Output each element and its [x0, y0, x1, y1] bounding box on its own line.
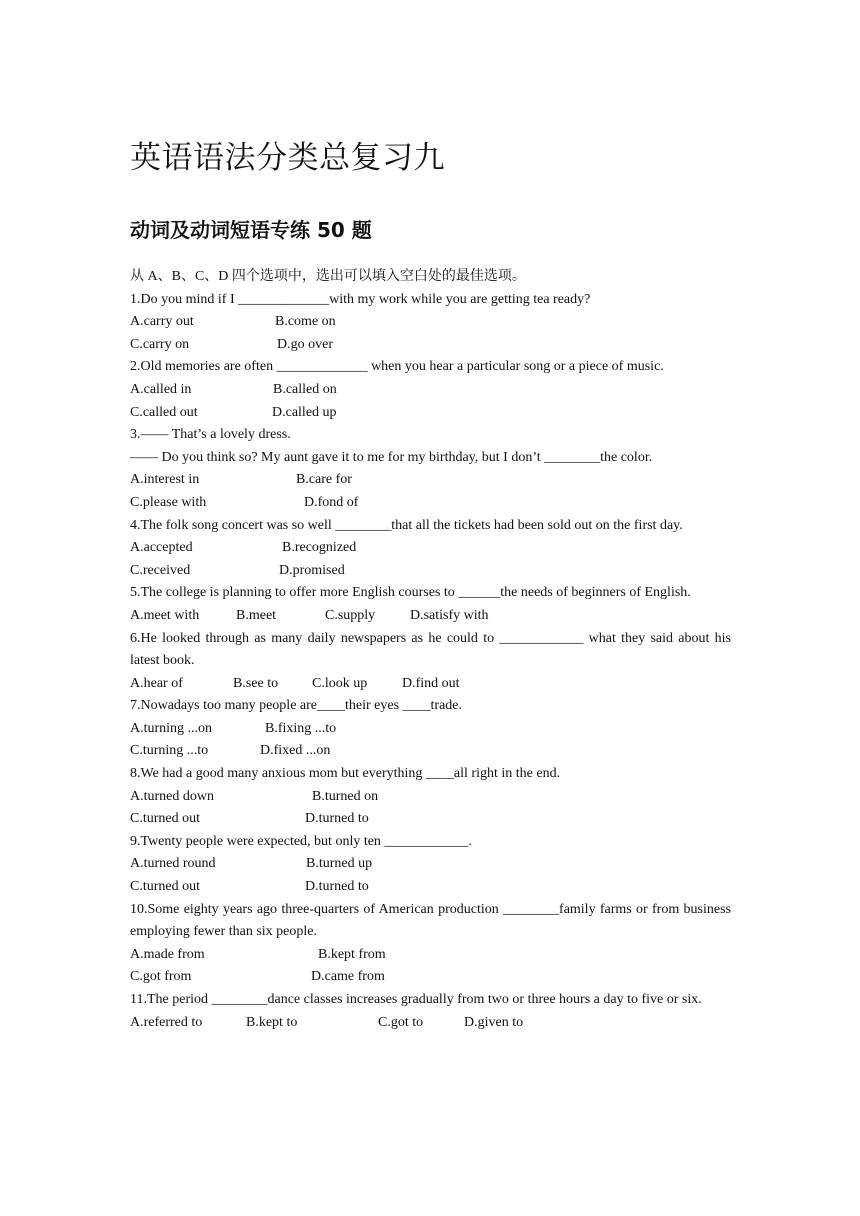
question-4	[130, 515, 731, 583]
question-5	[130, 582, 731, 627]
answer-option[interactable]: C.called out	[130, 404, 198, 420]
question-6	[130, 628, 731, 696]
question-8	[130, 763, 731, 831]
answer-option[interactable]: C.got from	[130, 969, 192, 985]
option-row	[130, 605, 731, 628]
option-row	[130, 740, 731, 763]
question-stem: 7.Nowadays too many people are____their eyes ____trade.	[130, 698, 463, 714]
answer-option[interactable]: A.turned round	[130, 856, 216, 872]
answer-option[interactable]: C.carry on	[130, 336, 190, 352]
question-10	[130, 899, 731, 989]
answer-option[interactable]: B.care for	[296, 472, 352, 488]
answer-option[interactable]: C.please with	[130, 494, 207, 510]
answer-option[interactable]: D.turned to	[305, 879, 369, 895]
option-row	[130, 1012, 731, 1035]
answer-option[interactable]: D.turned to	[305, 811, 369, 827]
answer-option[interactable]: A.made from	[130, 946, 205, 962]
option-row	[130, 560, 731, 583]
question-1	[130, 289, 731, 357]
answer-option[interactable]: D.came from	[311, 969, 385, 985]
question-stem: 4.The folk song concert was so well ________that all the tickets had been sold out on the first day.	[130, 517, 683, 533]
question-stem: 8.We had a good many anxious mom but everything ____all right in the end.	[130, 766, 561, 782]
document-content	[130, 138, 731, 1034]
answer-option[interactable]: A.referred to	[130, 1014, 203, 1030]
instruction-text: 从 A、B、C、D 四个选项中，选出可以填入空白处的最佳选项。	[130, 269, 526, 284]
question-stem: 10.Some eighty years ago three-quarters of American production ________family farms or from business employing fewer than six people.	[130, 901, 731, 940]
option-row	[130, 718, 731, 741]
answer-option[interactable]: A.meet with	[130, 607, 200, 623]
answer-option[interactable]: A.turned down	[130, 788, 214, 804]
answer-option[interactable]: B.kept to	[246, 1014, 298, 1030]
answer-option[interactable]: A.called in	[130, 381, 192, 397]
answer-option[interactable]: C.turned out	[130, 879, 200, 895]
option-row	[130, 402, 731, 425]
option-row	[130, 786, 731, 809]
answer-option[interactable]: C.turning ...to	[130, 743, 209, 759]
question-list	[130, 289, 731, 1035]
option-row	[130, 853, 731, 876]
question-9	[130, 831, 731, 899]
answer-option[interactable]: B.see to	[233, 675, 279, 691]
answer-option[interactable]: D.fixed ...on	[260, 743, 331, 759]
document-title: 英语语法分类总复习九	[130, 140, 445, 176]
question-stem: 2.Old memories are often _____________ when you hear a particular song or a piece of music.	[130, 359, 664, 375]
question-11	[130, 989, 731, 1034]
answer-option[interactable]: D.fond of	[304, 494, 359, 510]
option-row	[130, 944, 731, 967]
option-row	[130, 808, 731, 831]
answer-option[interactable]: D.go over	[277, 336, 333, 352]
answer-option[interactable]: D.find out	[402, 675, 460, 691]
answer-option[interactable]: A.accepted	[130, 540, 193, 556]
answer-option[interactable]: A.interest in	[130, 472, 200, 488]
answer-option[interactable]: A.carry out	[130, 314, 194, 330]
answer-option[interactable]: B.called on	[273, 381, 337, 397]
answer-option[interactable]: C.received	[130, 562, 191, 578]
option-row	[130, 492, 731, 515]
question-stem: —— Do you think so? My aunt gave it to me for my birthday, but I don’t ________the color.	[130, 449, 653, 465]
question-3	[130, 424, 731, 514]
question-stem: 11.The period ________dance classes increases gradually from two or three hours a day to five or six.	[130, 992, 702, 1007]
document-subtitle: 动词及动词短语专练 50 题	[130, 218, 372, 242]
answer-option[interactable]: B.turned up	[306, 856, 373, 872]
question-7	[130, 695, 731, 763]
option-row	[130, 966, 731, 989]
option-row	[130, 334, 731, 357]
option-row	[130, 537, 731, 560]
answer-option[interactable]: B.meet	[236, 607, 277, 623]
question-stem: 5.The college is planning to offer more English courses to ______the needs of beginners of English.	[130, 585, 691, 601]
answer-option[interactable]: B.kept from	[318, 946, 386, 962]
answer-option[interactable]: C.got to	[378, 1014, 424, 1030]
question-stem: 6.He looked through as many daily newspapers as he could to ____________ what they said about his latest book.	[130, 630, 731, 669]
answer-option[interactable]: D.called up	[272, 404, 337, 420]
question-stem: 3.—— That’s a lovely dress.	[130, 427, 291, 443]
answer-option[interactable]: B.recognized	[282, 540, 357, 556]
option-row	[130, 876, 731, 899]
answer-option[interactable]: B.turned on	[312, 788, 379, 804]
option-row	[130, 469, 731, 492]
answer-option[interactable]: A.hear of	[130, 675, 183, 691]
option-row	[130, 673, 731, 696]
answer-option[interactable]: B.come on	[275, 314, 336, 330]
answer-option[interactable]: A.turning ...on	[130, 720, 213, 736]
question-stem: 9.Twenty people were expected, but only ten ____________.	[130, 833, 472, 849]
answer-option[interactable]: C.turned out	[130, 811, 200, 827]
answer-option[interactable]: B.fixing ...to	[265, 720, 337, 736]
answer-option[interactable]: D.given to	[464, 1014, 524, 1030]
answer-option[interactable]: C.look up	[312, 675, 368, 691]
answer-option[interactable]: D.promised	[279, 562, 345, 578]
answer-option[interactable]: D.satisfy with	[410, 607, 489, 623]
question-stem: 1.Do you mind if I _____________with my work while you are getting tea ready?	[130, 291, 591, 307]
option-row	[130, 379, 731, 402]
option-row	[130, 311, 731, 334]
answer-option[interactable]: C.supply	[325, 607, 376, 623]
question-2	[130, 356, 731, 424]
